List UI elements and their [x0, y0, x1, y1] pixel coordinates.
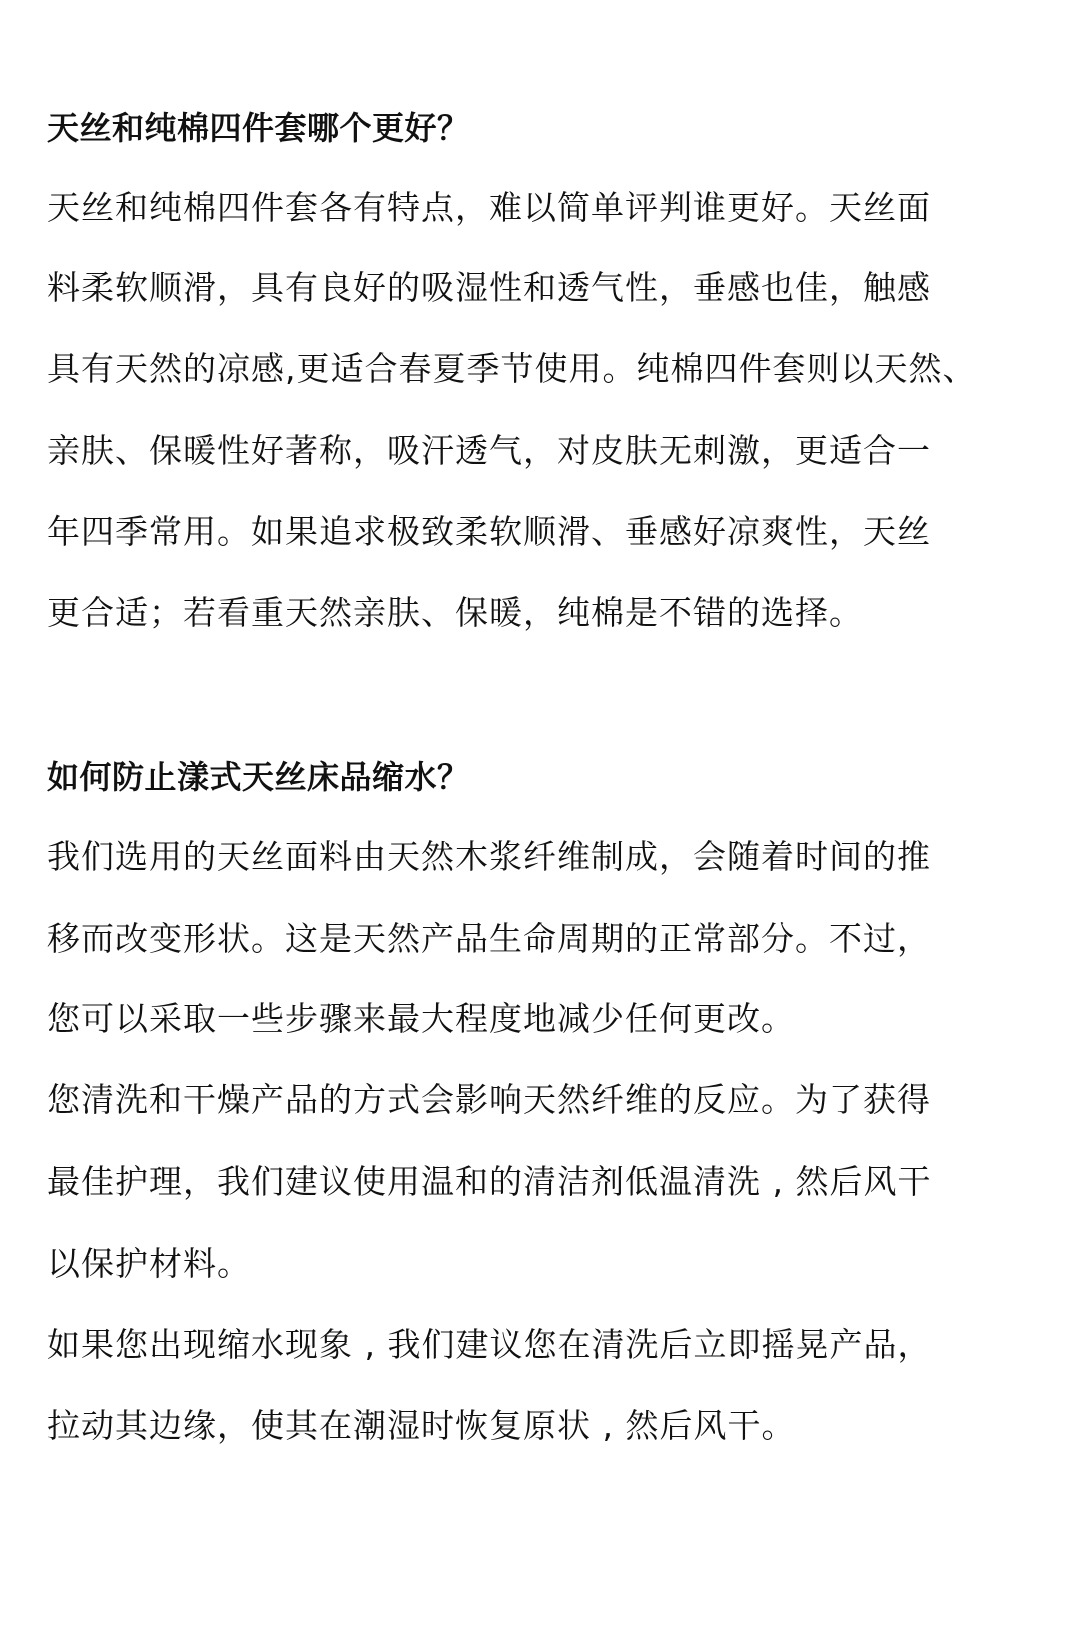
- answer-line: 拉动其边缘，使其在潮湿时恢复原状 , 然后风干。: [47, 1406, 796, 1445]
- answer-line: 您清洗和干燥产品的方式会影响天然纤维的反应。为了获得: [47, 1080, 931, 1119]
- faq-heading-tencel-vs-cotton: 天丝和纯棉四件套哪个更好？: [47, 109, 470, 147]
- answer-line: 以保护材料。: [47, 1244, 251, 1283]
- answer-line: 年四季常用。如果追求极致柔软顺滑、垂感好凉爽性，天丝: [47, 512, 931, 551]
- answer-line: 料柔软顺滑，具有良好的吸湿性和透气性，垂感也佳，触感: [47, 268, 931, 307]
- answer-line: 最佳护理，我们建议使用温和的清洁剂低温清洗 , 然后风干: [47, 1162, 932, 1201]
- answer-line: 天丝和纯棉四件套各有特点，难以简单评判谁更好。天丝面: [47, 188, 931, 227]
- answer-line: 移而改变形状。这是天然产品生命周期的正常部分。不过，: [47, 919, 931, 958]
- answer-line: 我们选用的天丝面料由天然木浆纤维制成，会随着时间的推: [47, 837, 931, 876]
- answer-line: 亲肤、保暖性好著称，吸汗透气，对皮肤无刺激，更适合一: [47, 431, 931, 470]
- answer-line: 具有天然的凉感,更适合春夏季节使用。纯棉四件套则以天然、: [47, 349, 977, 388]
- faq-heading-prevent-shrinkage: 如何防止漾式天丝床品缩水？: [47, 758, 470, 796]
- answer-line: 如果您出现缩水现象 , 我们建议您在清洗后立即摇晃产品，: [47, 1325, 932, 1364]
- answer-line: 您可以采取一些步骤来最大程度地减少任何更改。: [47, 999, 795, 1038]
- answer-line: 更合适；若看重天然亲肤、保暖，纯棉是不错的选择。: [47, 593, 863, 632]
